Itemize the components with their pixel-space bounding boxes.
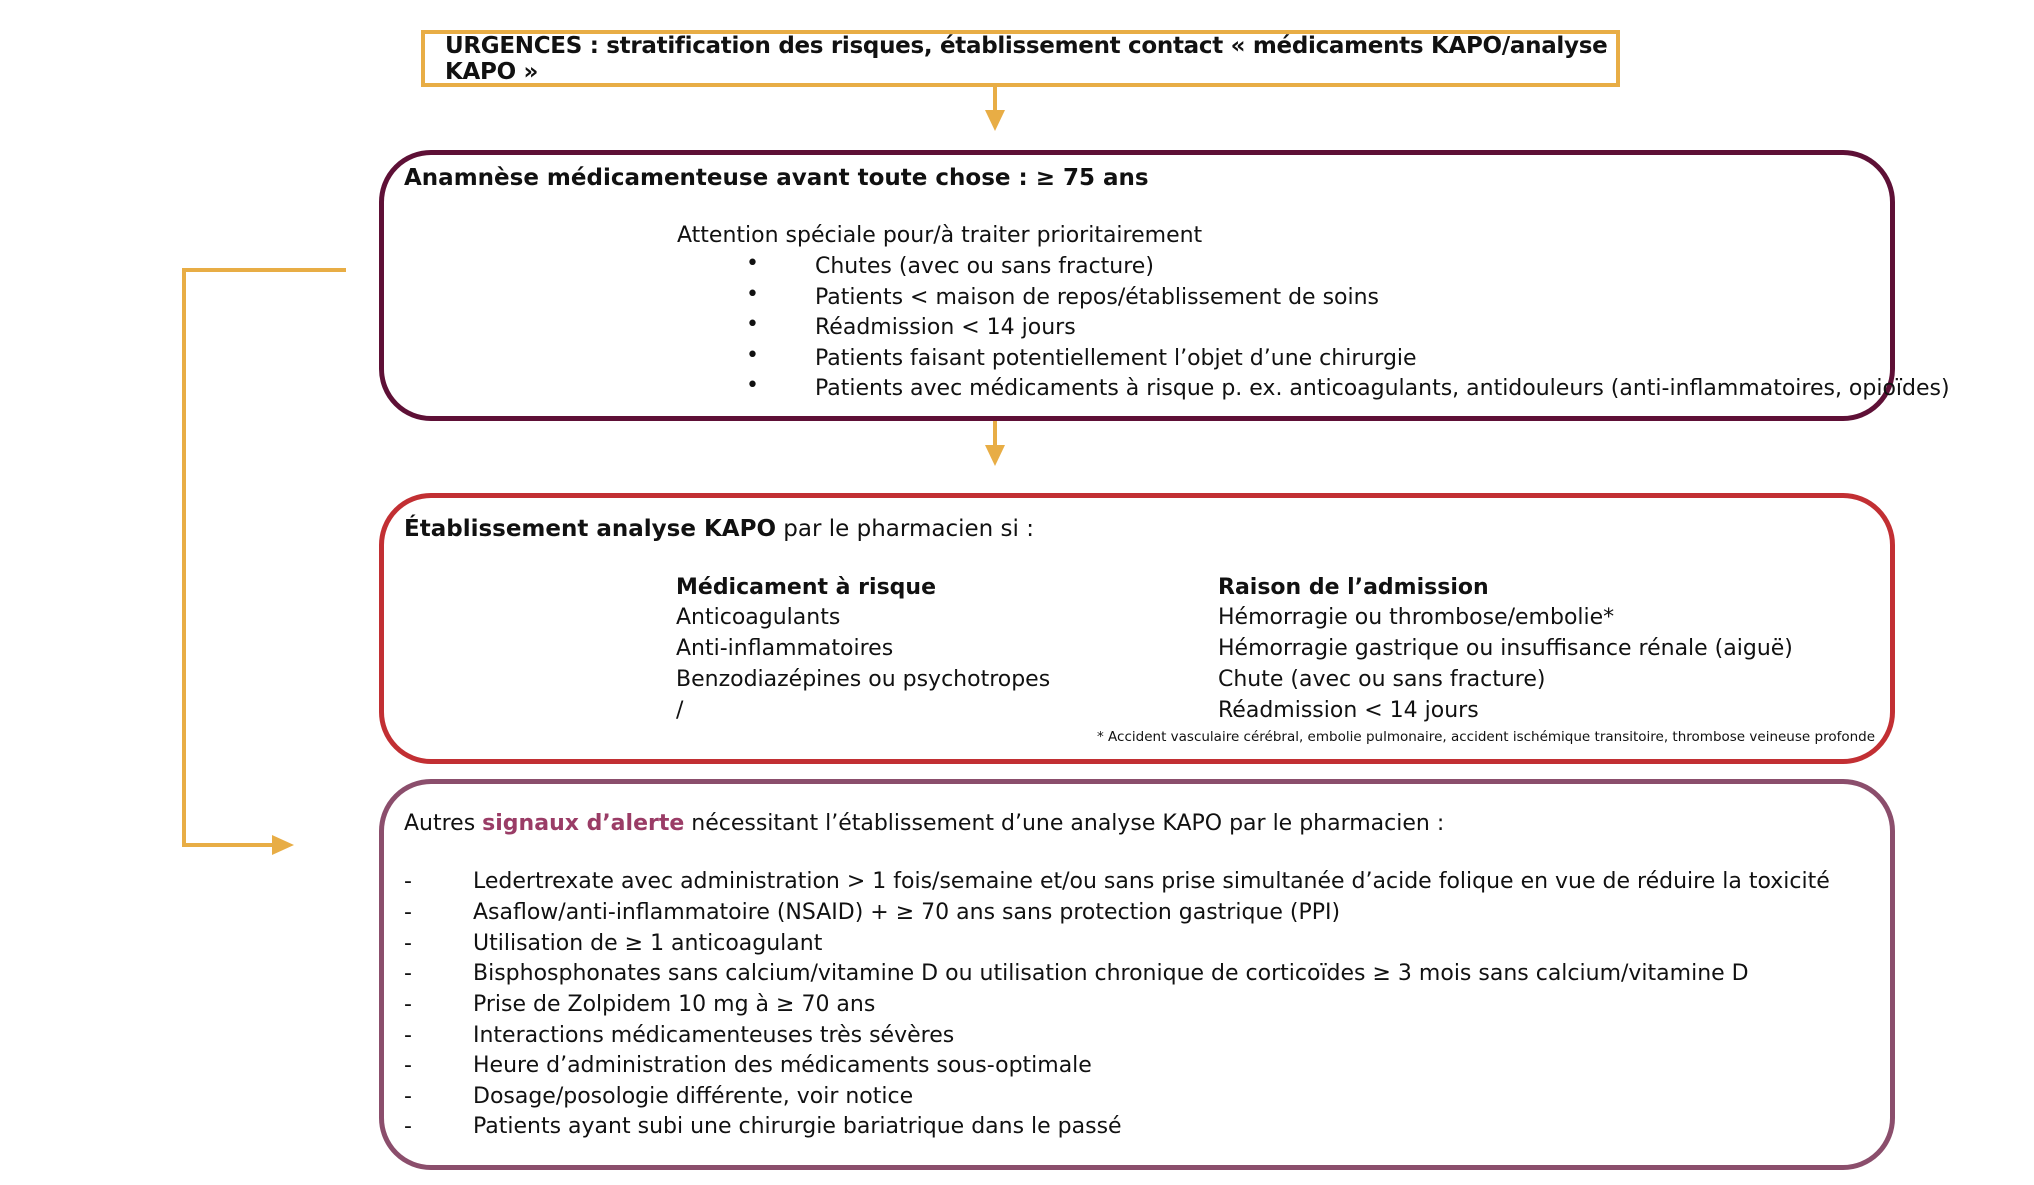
- warning-signals-title-pre: Autres: [404, 811, 483, 836]
- bullet-marker: •: [746, 373, 759, 398]
- admission-reason-item: Hémorragie ou thrombose/embolie*: [1218, 605, 1615, 630]
- dash-marker: -: [404, 869, 412, 894]
- warning-item: Heure d’administration des médicaments sous-optimale: [473, 1053, 1092, 1078]
- admission-reason-header: Raison de l’admission: [1218, 575, 1489, 600]
- bullet-marker: •: [746, 282, 759, 307]
- kapo-analysis-title-rest: par le pharmacien si :: [776, 516, 1034, 542]
- warning-item: Utilisation de ≥ 1 anticoagulant: [473, 931, 823, 956]
- footnote: * Accident vasculaire cérébral, embolie pulmonaire, accident ischémique transitoire, thrombose veineuse profonde: [1097, 729, 1876, 745]
- arrow-box1-to-box2: [985, 421, 1005, 466]
- bullet-marker: •: [746, 251, 759, 276]
- warning-item: Interactions médicamenteuses très sévères: [473, 1023, 955, 1048]
- kapo-analysis-title: [404, 518, 1034, 541]
- priority-item: Patients avec médicaments à risque p. ex. anticoagulants, antidouleurs (anti-inflammatoires, opioïdes): [815, 376, 1950, 401]
- dash-marker: -: [404, 961, 412, 986]
- priority-intro: Attention spéciale pour/à traiter prioritairement: [677, 223, 1203, 248]
- bullet-marker: •: [746, 343, 759, 368]
- kapo-analysis-title-bold: Établissement analyse KAPO: [404, 516, 776, 542]
- dash-marker: -: [404, 1023, 412, 1048]
- arrow-box1-to-box3: [184, 270, 346, 855]
- risk-medication-item: /: [676, 698, 684, 723]
- dash-marker: -: [404, 1114, 412, 1139]
- arrow-top-to-box1: [985, 87, 1005, 131]
- warning-item: Ledertrexate avec administration > 1 fois/semaine et/ou sans prise simultanée d’acide folique en vue de réduire la toxicité: [473, 869, 1830, 894]
- bullet-marker: •: [746, 312, 759, 337]
- warning-signals-title-post: nécessitant l’établissement d’une analyse KAPO par le pharmacien :: [684, 811, 1445, 836]
- risk-medication-item: Anti-inflammatoires: [676, 636, 894, 661]
- warning-item: Asaflow/anti-inflammatoire (NSAID) + ≥ 70 ans sans protection gastrique (PPI): [473, 900, 1341, 925]
- risk-medication-item: Anticoagulants: [676, 605, 841, 630]
- priority-item: Patients faisant potentiellement l’objet d’une chirurgie: [815, 346, 1417, 371]
- warning-item: Dosage/posologie différente, voir notice: [473, 1084, 914, 1109]
- emergency-header-box: [421, 30, 1620, 87]
- priority-item: Chutes (avec ou sans fracture): [815, 254, 1154, 279]
- admission-reason-item: Réadmission < 14 jours: [1218, 698, 1479, 723]
- admission-reason-item: Chute (avec ou sans fracture): [1218, 667, 1546, 692]
- warning-item: Patients ayant subi une chirurgie bariatrique dans le passé: [473, 1114, 1122, 1139]
- warning-signals-title: [404, 813, 1444, 835]
- medication-history-title: Anamnèse médicamenteuse avant toute chose : ≥ 75 ans: [404, 165, 1149, 191]
- risk-medication-item: Benzodiazépines ou psychotropes: [676, 667, 1051, 692]
- dash-marker: -: [404, 992, 412, 1017]
- admission-reason-item: Hémorragie gastrique ou insuffisance rénale (aiguë): [1218, 636, 1793, 661]
- warning-signals-accent: signaux d’alerte: [482, 811, 685, 836]
- warning-item: Bisphosphonates sans calcium/vitamine D ou utilisation chronique de corticoïdes ≥ 3 mois sans calcium/vitamine D: [473, 961, 1749, 986]
- dash-marker: -: [404, 1053, 412, 1078]
- emergency-header-title: URGENCES : stratification des risques, établissement contact « médicaments KAPO/analyse KAPO »: [445, 32, 1608, 85]
- dash-marker: -: [404, 1084, 412, 1109]
- priority-item: Réadmission < 14 jours: [815, 315, 1076, 340]
- risk-medication-header: Médicament à risque: [676, 575, 936, 600]
- dash-marker: -: [404, 900, 412, 925]
- warning-item: Prise de Zolpidem 10 mg à ≥ 70 ans: [473, 992, 876, 1017]
- priority-item: Patients < maison de repos/établissement de soins: [815, 285, 1380, 310]
- dash-marker: -: [404, 931, 412, 956]
